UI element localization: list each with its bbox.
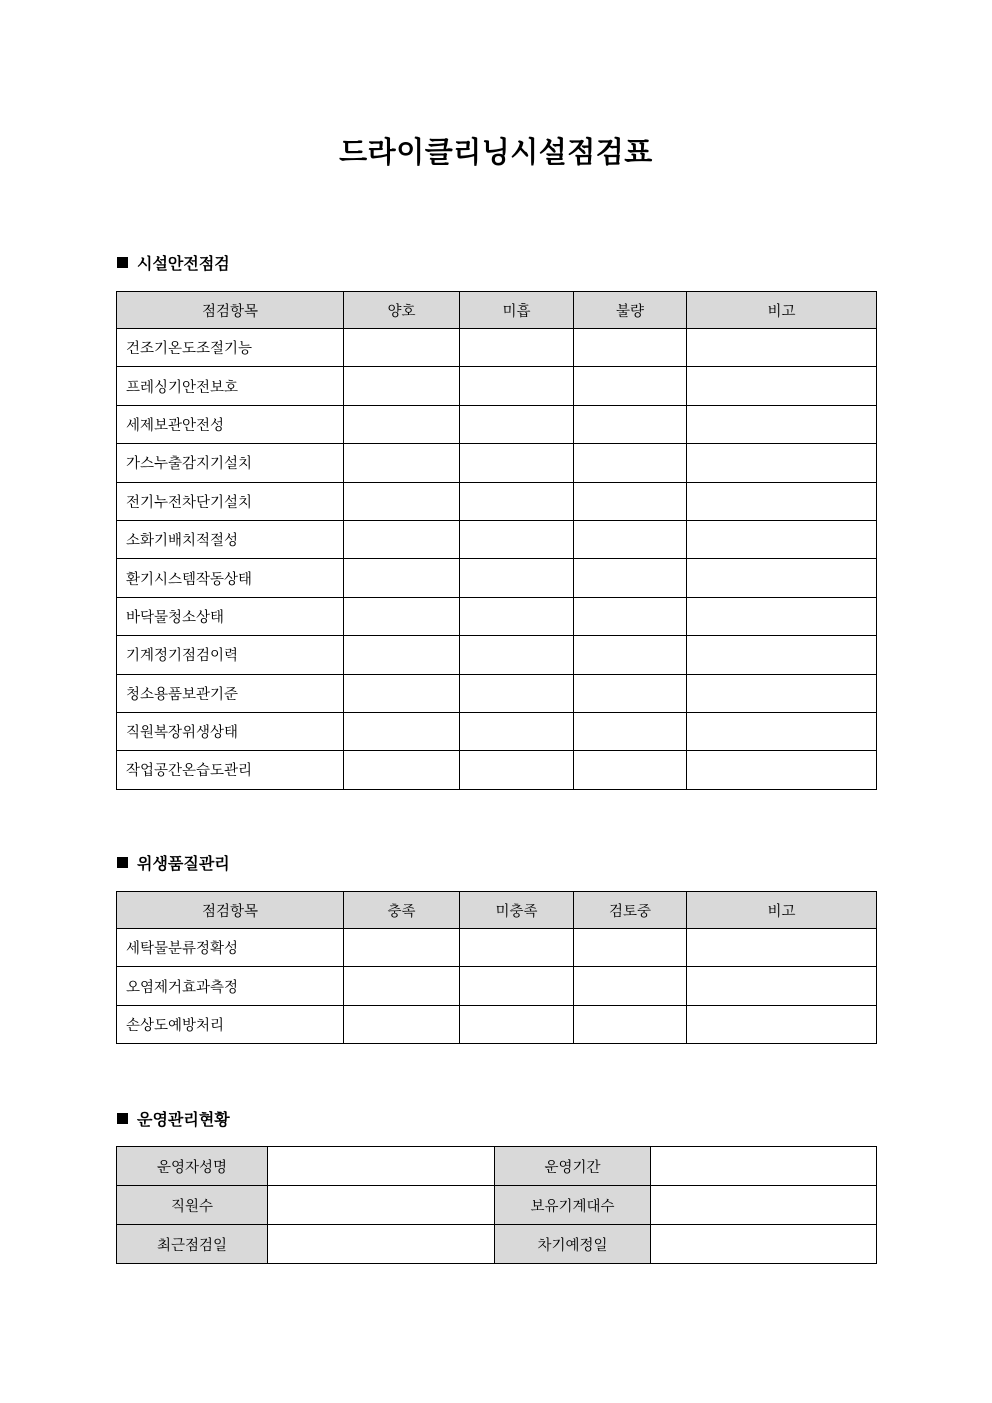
remarks-cell[interactable] bbox=[687, 367, 877, 405]
column-header-remarks: 비고 bbox=[687, 292, 877, 329]
hygiene-quality-checklist-table bbox=[116, 891, 877, 1044]
checkbox-cell-good[interactable] bbox=[344, 559, 460, 597]
inspection-item-label: 전기누전차단기설치 bbox=[117, 482, 344, 520]
field-value-operator-name[interactable] bbox=[268, 1147, 495, 1186]
section-heading-label: 위생품질관리 bbox=[137, 854, 230, 873]
checkbox-cell-under-review[interactable] bbox=[574, 929, 687, 967]
checkbox-cell-good[interactable] bbox=[344, 636, 460, 674]
checkbox-cell-unsatisfied[interactable] bbox=[460, 1005, 574, 1043]
checkbox-cell-defective[interactable] bbox=[574, 712, 687, 750]
inspection-item-label: 작업공간온습도관리 bbox=[117, 751, 344, 789]
checkbox-cell-good[interactable] bbox=[344, 674, 460, 712]
checkbox-cell-good[interactable] bbox=[344, 751, 460, 789]
column-header-item: 점검항목 bbox=[117, 892, 344, 929]
remarks-cell[interactable] bbox=[687, 967, 877, 1005]
checkbox-cell-defective[interactable] bbox=[574, 751, 687, 789]
column-header-good: 양호 bbox=[344, 292, 460, 329]
checkbox-cell-good[interactable] bbox=[344, 520, 460, 558]
table-row bbox=[117, 751, 877, 789]
table-row bbox=[117, 405, 877, 443]
column-header-unsatisfied: 미충족 bbox=[460, 892, 574, 929]
checkbox-cell-insufficient[interactable] bbox=[460, 674, 574, 712]
checkbox-cell-insufficient[interactable] bbox=[460, 444, 574, 482]
operations-status-table bbox=[116, 1146, 877, 1264]
table-row bbox=[117, 1186, 877, 1225]
checkbox-cell-satisfied[interactable] bbox=[344, 1005, 460, 1043]
inspection-item-label: 기계정기점검이력 bbox=[117, 636, 344, 674]
section-heading-label: 운영관리현황 bbox=[137, 1110, 230, 1129]
checkbox-cell-under-review[interactable] bbox=[574, 967, 687, 1005]
inspection-item-label: 환기시스템작동상태 bbox=[117, 559, 344, 597]
remarks-cell[interactable] bbox=[687, 520, 877, 558]
checkbox-cell-defective[interactable] bbox=[574, 405, 687, 443]
remarks-cell[interactable] bbox=[687, 597, 877, 635]
table-row bbox=[117, 444, 877, 482]
column-header-insufficient: 미흡 bbox=[460, 292, 574, 329]
checkbox-cell-insufficient[interactable] bbox=[460, 482, 574, 520]
column-header-under-review: 검토중 bbox=[574, 892, 687, 929]
section-heading-operations-status bbox=[117, 1107, 230, 1130]
checkbox-cell-insufficient[interactable] bbox=[460, 520, 574, 558]
table-row bbox=[117, 1225, 877, 1264]
checkbox-cell-good[interactable] bbox=[344, 712, 460, 750]
column-header-defective: 불량 bbox=[574, 292, 687, 329]
inspection-item-label: 건조기온도조절기능 bbox=[117, 329, 344, 367]
remarks-cell[interactable] bbox=[687, 929, 877, 967]
remarks-cell[interactable] bbox=[687, 405, 877, 443]
checkbox-cell-under-review[interactable] bbox=[574, 1005, 687, 1043]
field-value-machine-count[interactable] bbox=[651, 1186, 877, 1225]
inspection-item-label: 직원복장위생상태 bbox=[117, 712, 344, 750]
table-row bbox=[117, 1005, 877, 1043]
inspection-item-label: 바닥물청소상태 bbox=[117, 597, 344, 635]
field-label-staff-count: 직원수 bbox=[117, 1186, 268, 1225]
table-row bbox=[117, 636, 877, 674]
table-row bbox=[117, 367, 877, 405]
column-header-satisfied: 충족 bbox=[344, 892, 460, 929]
checkbox-cell-good[interactable] bbox=[344, 367, 460, 405]
table-row bbox=[117, 597, 877, 635]
remarks-cell[interactable] bbox=[687, 559, 877, 597]
checkbox-cell-insufficient[interactable] bbox=[460, 597, 574, 635]
remarks-cell[interactable] bbox=[687, 674, 877, 712]
checkbox-cell-unsatisfied[interactable] bbox=[460, 967, 574, 1005]
table-row bbox=[117, 482, 877, 520]
table-row bbox=[117, 712, 877, 750]
filled-square-icon bbox=[117, 257, 128, 268]
table-row bbox=[117, 559, 877, 597]
inspection-item-label: 세탁물분류정확성 bbox=[117, 929, 344, 967]
inspection-item-label: 오염제거효과측정 bbox=[117, 967, 344, 1005]
field-value-next-scheduled-date[interactable] bbox=[651, 1225, 877, 1264]
table-header-row bbox=[117, 292, 877, 329]
column-header-item: 점검항목 bbox=[117, 292, 344, 329]
remarks-cell[interactable] bbox=[687, 329, 877, 367]
checkbox-cell-satisfied[interactable] bbox=[344, 929, 460, 967]
checkbox-cell-defective[interactable] bbox=[574, 444, 687, 482]
checkbox-cell-good[interactable] bbox=[344, 482, 460, 520]
inspection-item-label: 프레싱기안전보호 bbox=[117, 367, 344, 405]
checkbox-cell-insufficient[interactable] bbox=[460, 367, 574, 405]
table-row bbox=[117, 1147, 877, 1186]
checkbox-cell-insufficient[interactable] bbox=[460, 405, 574, 443]
remarks-cell[interactable] bbox=[687, 712, 877, 750]
checkbox-cell-good[interactable] bbox=[344, 329, 460, 367]
field-value-last-inspection-date[interactable] bbox=[268, 1225, 495, 1264]
remarks-cell[interactable] bbox=[687, 1005, 877, 1043]
section-heading-facility-safety bbox=[117, 251, 230, 274]
field-label-last-inspection-date: 최근점검일 bbox=[117, 1225, 268, 1264]
checkbox-cell-defective[interactable] bbox=[574, 559, 687, 597]
field-label-machine-count: 보유기계대수 bbox=[495, 1186, 651, 1225]
checkbox-cell-unsatisfied[interactable] bbox=[460, 929, 574, 967]
checkbox-cell-defective[interactable] bbox=[574, 636, 687, 674]
section-heading-label: 시설안전점검 bbox=[137, 254, 230, 273]
checkbox-cell-defective[interactable] bbox=[574, 482, 687, 520]
remarks-cell[interactable] bbox=[687, 751, 877, 789]
field-label-next-scheduled-date: 차기예정일 bbox=[495, 1225, 651, 1264]
checkbox-cell-insufficient[interactable] bbox=[460, 636, 574, 674]
remarks-cell[interactable] bbox=[687, 444, 877, 482]
checkbox-cell-satisfied[interactable] bbox=[344, 967, 460, 1005]
checkbox-cell-insufficient[interactable] bbox=[460, 712, 574, 750]
table-row bbox=[117, 967, 877, 1005]
checkbox-cell-good[interactable] bbox=[344, 405, 460, 443]
checkbox-cell-good[interactable] bbox=[344, 597, 460, 635]
inspection-item-label: 세제보관안전성 bbox=[117, 405, 344, 443]
field-label-operator-name: 운영자성명 bbox=[117, 1147, 268, 1186]
filled-square-icon bbox=[117, 857, 128, 868]
field-label-operating-period: 운영기간 bbox=[495, 1147, 651, 1186]
checkbox-cell-insufficient[interactable] bbox=[460, 559, 574, 597]
remarks-cell[interactable] bbox=[687, 482, 877, 520]
inspection-item-label: 청소용품보관기준 bbox=[117, 674, 344, 712]
table-row bbox=[117, 674, 877, 712]
checkbox-cell-insufficient[interactable] bbox=[460, 329, 574, 367]
page-title: 드라이클리닝시설점검표 bbox=[339, 135, 653, 169]
column-header-remarks: 비고 bbox=[687, 892, 877, 929]
inspection-item-label: 손상도예방처리 bbox=[117, 1005, 344, 1043]
checkbox-cell-insufficient[interactable] bbox=[460, 751, 574, 789]
field-value-operating-period[interactable] bbox=[651, 1147, 877, 1186]
checkbox-cell-defective[interactable] bbox=[574, 674, 687, 712]
table-row bbox=[117, 329, 877, 367]
filled-square-icon bbox=[117, 1113, 128, 1124]
checkbox-cell-defective[interactable] bbox=[574, 520, 687, 558]
checkbox-cell-defective[interactable] bbox=[574, 329, 687, 367]
facility-safety-checklist-table bbox=[116, 291, 877, 790]
remarks-cell[interactable] bbox=[687, 636, 877, 674]
table-header-row bbox=[117, 892, 877, 929]
table-row bbox=[117, 520, 877, 558]
field-value-staff-count[interactable] bbox=[268, 1186, 495, 1225]
checkbox-cell-defective[interactable] bbox=[574, 367, 687, 405]
checkbox-cell-defective[interactable] bbox=[574, 597, 687, 635]
section-heading-hygiene-quality bbox=[117, 851, 230, 874]
checkbox-cell-good[interactable] bbox=[344, 444, 460, 482]
inspection-item-label: 소화기배치적절성 bbox=[117, 520, 344, 558]
table-row bbox=[117, 929, 877, 967]
inspection-item-label: 가스누출감지기설치 bbox=[117, 444, 344, 482]
